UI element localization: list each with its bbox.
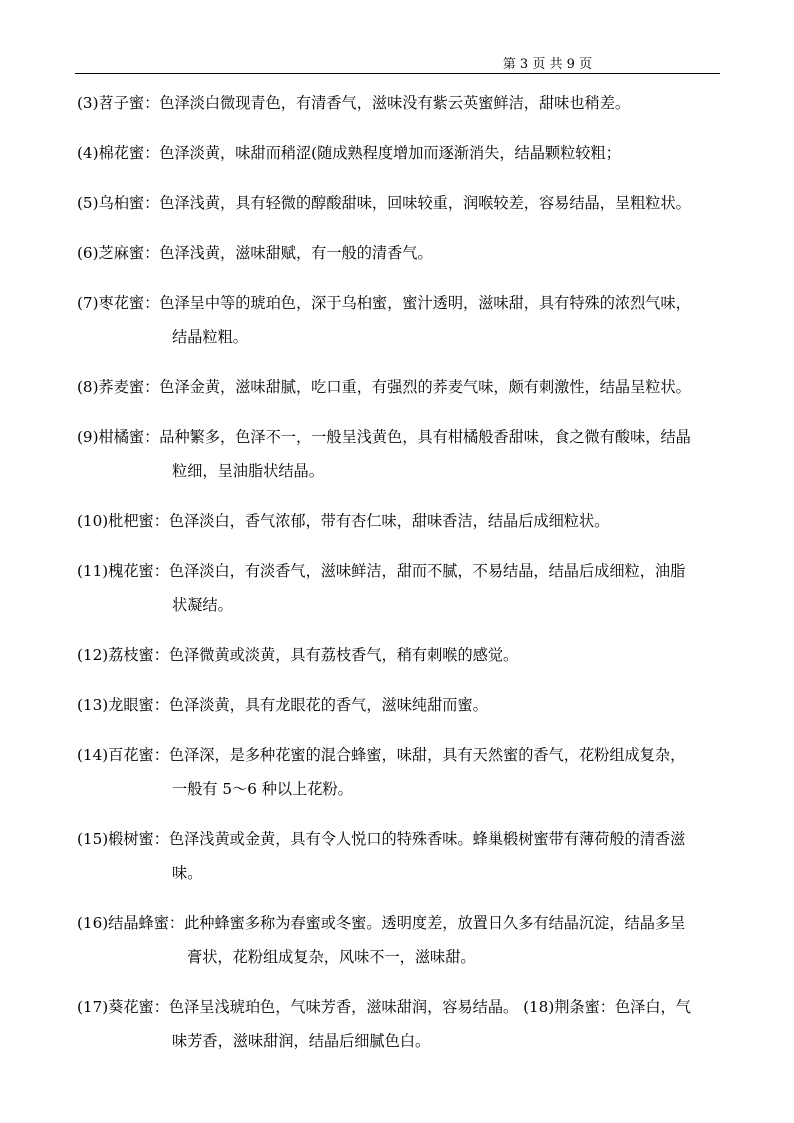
- entry-text: (10)枇杷蜜：色泽淡白，香气浓郁，带有杏仁味，甜味香洁，结晶后成细粒状。: [77, 512, 610, 530]
- entry-text: (14)百花蜜：色泽深，是多种花蜜的混合蜂蜜，味甜，具有天然蜜的香气，花粉组成复杂，: [77, 746, 686, 764]
- entry-text: (13)龙眼蜜：色泽淡黄，具有龙眼花的香气，滋味纯甜而蜜。: [77, 696, 488, 714]
- entry-text: (3)苕子蜜：色泽淡白微现青色，有清香气，滋味没有紫云英蜜鲜洁，甜味也稍差。: [77, 94, 631, 112]
- list-item: [77, 420, 727, 488]
- entry-continuation: 结晶粒粗。: [172, 328, 248, 346]
- entry-text: (16)结晶蜂蜜：此种蜂蜜多称为春蜜或冬蜜。透明度差，放置日久多有结晶沉淀，结晶多呈: [77, 914, 686, 932]
- entry-text: (5)乌桕蜜：色泽浅黄，具有轻微的醇酸甜味，回味较重，润喉较差，容易结晶，呈粗粒状。: [77, 194, 691, 212]
- list-item: [77, 86, 727, 120]
- list-item: [77, 738, 727, 806]
- list-item: [77, 236, 727, 270]
- list-item: [77, 186, 727, 220]
- list-item: [77, 822, 727, 890]
- page-number: 第 3 页 共 9 页: [502, 57, 592, 72]
- entry-continuation: 粒细，呈油脂状结晶。: [172, 462, 324, 480]
- entry-text: (17)葵花蜜：色泽呈浅琥珀色，气味芳香，滋味甜润，容易结晶。 (18)荆条蜜：色泽白，气: [77, 998, 691, 1016]
- entry-continuation: 状凝结。: [172, 596, 233, 614]
- entry-text: (6)芝麻蜜：色泽浅黄，滋味甜赋，有一般的清香气。: [77, 244, 433, 262]
- entry-continuation: 一般有 5～6 种以上花粉。: [172, 780, 353, 798]
- list-item: [77, 554, 727, 622]
- list-item: [77, 990, 727, 1058]
- entry-continuation: 膏状，花粉组成复杂，风味不一，滋味甜。: [187, 948, 476, 966]
- entry-continuation: 味芳香，滋味甜润，结晶后细腻色白。: [172, 1032, 431, 1050]
- list-item: [77, 688, 727, 722]
- entry-text: (8)荞麦蜜：色泽金黄，滋味甜腻，吃口重，有强烈的荞麦气味，颇有刺激性，结晶呈粒状。: [77, 378, 691, 396]
- entry-text: (15)椴树蜜：色泽浅黄或金黄，具有令人悦口的特殊香味。蜂巢椴树蜜带有薄荷般的清香滋: [77, 830, 686, 848]
- list-item: [77, 370, 727, 404]
- page-header: [75, 57, 720, 74]
- list-item: [77, 504, 727, 538]
- entry-continuation: 味。: [172, 864, 203, 882]
- list-item: [77, 136, 727, 170]
- entry-text: (12)荔枝蜜：色泽微黄或淡黄，具有荔枝香气，稍有刺喉的感觉。: [77, 646, 519, 664]
- entry-text: (11)槐花蜜：色泽淡白，有淡香气，滋味鲜洁，甜而不腻，不易结晶，结晶后成细粒，油脂: [77, 562, 686, 580]
- honey-list: [77, 86, 727, 1074]
- list-item: [77, 906, 727, 974]
- list-item: [77, 286, 727, 354]
- entry-text: (4)棉花蜜：色泽淡黄，味甜而稍涩(随成熟程度增加而逐渐消失，结晶颗粒较粗；: [77, 144, 621, 162]
- entry-text: (7)枣花蜜：色泽呈中等的琥珀色，深于乌桕蜜，蜜汁透明，滋味甜，具有特殊的浓烈气味，: [77, 294, 691, 312]
- entry-text: (9)柑橘蜜：品种繁多，色泽不一，一般呈浅黄色，具有柑橘般香甜味，食之微有酸味，结晶: [77, 428, 691, 446]
- list-item: [77, 638, 727, 672]
